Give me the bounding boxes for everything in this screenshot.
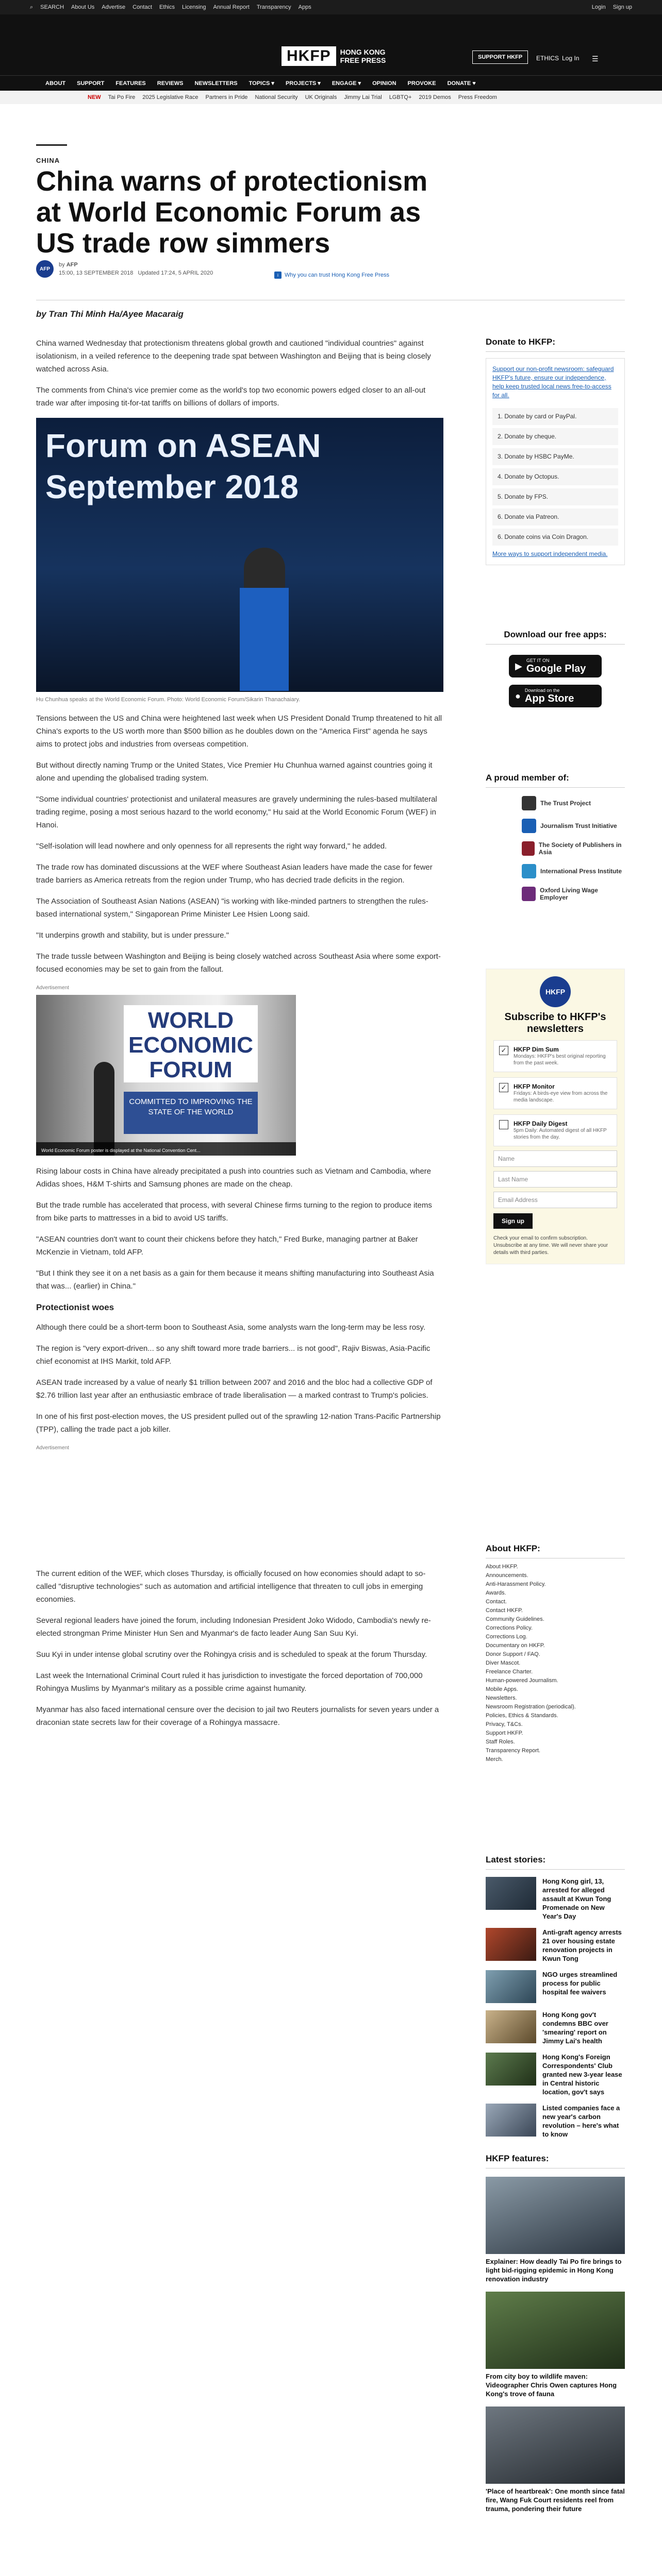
feature-title[interactable]: Explainer: How deadly Tai Po fire brings to light bid-rigging epidemic in Hong Kong renovation industry bbox=[486, 2258, 622, 2283]
newsletter-desc: 5pm Daily: Automated digest of all HKFP stories from the day. bbox=[514, 1128, 607, 1140]
latest-story[interactable] bbox=[486, 1970, 625, 2003]
paragraph: The Association of Southeast Asian Nations (ASEAN) "is working with like-minded partners to strengthen the rules-based international system," Singaporean Prime Minister Lee Hsien Loong said. bbox=[36, 897, 428, 919]
about-link[interactable]: Human-powered Journalism. bbox=[486, 1677, 558, 1684]
member-ipi[interactable] bbox=[522, 864, 625, 878]
latest-story[interactable] bbox=[486, 1877, 625, 1921]
paragraph: In one of his first post-election moves, the US president pulled out of the sprawling 12-nation Trans-Pacific Partnership (TPP), calling the trade pact a job killer. bbox=[36, 1412, 441, 1434]
top-link[interactable]: Ethics bbox=[159, 4, 175, 10]
article-body bbox=[36, 337, 443, 1737]
latest-story[interactable] bbox=[486, 1928, 625, 1963]
hkfp-logo: HKFP bbox=[540, 976, 571, 1007]
feature-story[interactable] bbox=[486, 2292, 625, 2398]
subheading: Protectionist woes bbox=[36, 1302, 114, 1312]
newsletter-option-daily-digest[interactable] bbox=[493, 1114, 617, 1146]
donate-option[interactable]: 2. Donate by cheque. bbox=[492, 428, 618, 445]
about-link[interactable]: Newsletters. bbox=[486, 1695, 517, 1701]
paragraph: Tensions between the US and China were heightened last week when US President Donald Trump threatened to hit all China's exports to the US worth more than $500 billion as he doubles down on the "America First" agenda he says aims to protect jobs and industries from overseas competition. bbox=[36, 714, 442, 749]
feature-title[interactable]: 'Place of heartbreak': One month since fatal fire, Wang Fuk Court residents reel from trauma, pondering their future bbox=[486, 2487, 625, 2513]
top-bar bbox=[0, 0, 662, 14]
about-link[interactable]: Documentary on HKFP. bbox=[486, 1642, 545, 1649]
trending-link[interactable]: 2025 Legislative Race bbox=[142, 94, 198, 100]
trust-project-icon bbox=[522, 796, 536, 810]
logo-line-1: HONG KONG bbox=[340, 48, 386, 56]
top-link[interactable]: Advertise bbox=[102, 4, 126, 10]
getty-credit[interactable]: gettyimages bbox=[41, 1161, 67, 1166]
sidebar-about bbox=[486, 1544, 625, 1764]
trust-link-label: Why you can trust Hong Kong Free Press bbox=[285, 272, 389, 278]
apps-heading: Download our free apps: bbox=[486, 630, 625, 645]
checkbox[interactable]: ✓ bbox=[499, 1046, 508, 1055]
paragraph: ASEAN trade increased by a value of nearly $1 trillion between 2007 and 2016 and the bloc had a collective GDP of $2.76 trillion last year after an enthusiastic embrace of trade liberalisation — a marked contrast to Trump's policies. bbox=[36, 1378, 433, 1400]
about-link[interactable]: Policies, Ethics & Standards. bbox=[486, 1713, 558, 1719]
paragraph: Suu Kyi in under intense global scrutiny over the Rohingya crisis and is scheduled to speak at the forum Thursday. bbox=[36, 1650, 427, 1659]
apple-icon: ● bbox=[515, 690, 521, 701]
paragraph: "Self-isolation will lead nowhere and only openness for all represents the right way forward," he added. bbox=[36, 842, 387, 851]
newsletter-desc: Fridays: A birds-eye view from across the media landscape. bbox=[514, 1091, 608, 1103]
sidebar-google-play[interactable] bbox=[509, 655, 602, 677]
donate-option[interactable]: 5. Donate by FPS. bbox=[492, 488, 618, 505]
feature-image[interactable] bbox=[486, 2292, 625, 2369]
about-link[interactable]: Merch. bbox=[486, 1756, 503, 1762]
sidebar-features bbox=[486, 2154, 625, 2513]
sidebar-members bbox=[486, 773, 625, 901]
about-link[interactable]: Anti-Harassment Policy. bbox=[486, 1581, 546, 1587]
logo-line-2: FREE PRESS bbox=[340, 56, 386, 64]
donate-option[interactable]: 1. Donate by card or PayPal. bbox=[492, 408, 618, 425]
menu-icon[interactable]: ☰ bbox=[592, 55, 599, 63]
paragraph: Myanmar has also faced international censure over the decision to jail two Reuters journalists for seven years under a draconian state secrets law for their coverage of a Rohingya massacre. bbox=[36, 1705, 439, 1727]
getty-caption-bar bbox=[36, 1142, 296, 1166]
member-label: The Trust Project bbox=[540, 800, 591, 807]
article-author: by Tran Thi Minh Ha/Ayee Macaraig bbox=[36, 309, 184, 319]
info-icon: i bbox=[274, 272, 282, 279]
trending-bar bbox=[0, 91, 662, 104]
ad-label: Advertisement bbox=[36, 985, 69, 991]
main-nav bbox=[0, 75, 662, 91]
story-title[interactable]: Hong Kong girl, 13, arrested for alleged assault at Kwun Tong Promenade on New Year's Day bbox=[542, 1877, 611, 1920]
getty-caption: World Economic Forum poster is displayed at the National Convention Cent... bbox=[41, 1148, 201, 1153]
ipi-icon bbox=[522, 864, 536, 878]
about-link[interactable]: Announcements. bbox=[486, 1572, 528, 1579]
about-link-list bbox=[486, 1563, 625, 1764]
search-link[interactable]: SEARCH bbox=[40, 4, 64, 10]
paragraph: China warned Wednesday that protectionism threatens global growth and cautioned "individual countries" against isolationism, in a veiled reference to the deepening trade spat between Washington and Beijing that is being closely watched across Asia. bbox=[36, 339, 431, 374]
nav-item-features[interactable]: FEATURES bbox=[115, 80, 146, 87]
paragraph: "It underpins growth and stability, but is under pressure." bbox=[36, 931, 229, 940]
signup-button[interactable]: Sign up bbox=[493, 1213, 533, 1229]
play-big: Google Play bbox=[526, 663, 586, 674]
feature-image[interactable] bbox=[486, 2406, 625, 2484]
site-header bbox=[0, 14, 662, 75]
story-title[interactable]: Anti-graft agency arrests 21 over housing estate renovation projects in Kwun Tong bbox=[542, 1928, 622, 1962]
wef-banner: COMMITTED TO IMPROVING THE STATE OF THE WORLD bbox=[124, 1092, 258, 1134]
feature-image[interactable] bbox=[486, 2177, 625, 2254]
story-thumbnail[interactable] bbox=[486, 1970, 536, 2003]
checkbox[interactable] bbox=[499, 1120, 508, 1129]
new-label: NEW bbox=[88, 94, 101, 100]
image-caption: Hu Chunhua speaks at the World Economic Forum. Photo: World Economic Forum/Sikarin Thanachaiary. bbox=[36, 697, 301, 703]
trending-link[interactable]: Partners in Pride bbox=[205, 94, 248, 100]
email-input[interactable]: Email Address bbox=[493, 1192, 617, 1208]
newsletter-option-dim-sum[interactable] bbox=[493, 1040, 617, 1072]
paragraph: The comments from China's vice premier come as the world's top two economic powers edged closer to an all-out trade war after imposing tit-for-tat tariffs on billions of dollars of imports. bbox=[36, 386, 426, 408]
subscribe-box bbox=[486, 969, 625, 1264]
story-thumbnail[interactable] bbox=[486, 1877, 536, 1910]
top-link[interactable]: Apps bbox=[298, 4, 311, 10]
member-jti[interactable] bbox=[522, 819, 625, 833]
features-heading: HKFP features: bbox=[486, 2154, 625, 2168]
top-link[interactable]: Transparency bbox=[256, 4, 291, 10]
sidebar-newsletter bbox=[486, 969, 625, 1264]
latest-story[interactable] bbox=[486, 2010, 625, 2045]
paragraph: The current edition of the WEF, which closes Thursday, is officially focused on how economies should adapt to so-called "disruptive technologies" such as automation and artificial intelligence that threaten to cull jobs in emerging economies. bbox=[36, 1569, 426, 1604]
top-link[interactable]: Contact bbox=[133, 4, 153, 10]
nav-item-opinion[interactable]: OPINION bbox=[372, 80, 396, 87]
image-screen-text: Forum on ASEAN September 2018 bbox=[45, 427, 321, 505]
article-title: China warns of protectionism at World Economic Forum as US trade row simmers bbox=[36, 166, 428, 259]
subscribe-note: Check your email to confirm subscription. Unsubscribe at any time. We will never share your details with third parties. bbox=[493, 1235, 608, 1256]
login-link[interactable]: Login bbox=[591, 4, 606, 10]
nav-item-newsletters[interactable]: NEWSLETTERS bbox=[194, 80, 238, 87]
nav-item-engage[interactable]: ENGAGE ▾ bbox=[332, 80, 361, 87]
donate-heading: Donate to HKFP: bbox=[486, 337, 625, 352]
jti-icon bbox=[522, 819, 536, 833]
first-name-input[interactable]: Name bbox=[493, 1150, 617, 1167]
checkbox[interactable]: ✓ bbox=[499, 1083, 508, 1092]
paragraph: Rising labour costs in China have already precipitated a push into countries such as Vietnam and Cambodia, where Adidas shoes, H&M T-shirts and Samsung phones are made on the cheap. bbox=[36, 1167, 431, 1189]
search-icon[interactable]: ⌕ bbox=[30, 4, 34, 10]
about-link[interactable]: Privacy, T&Cs. bbox=[486, 1721, 523, 1727]
about-link[interactable]: Awards. bbox=[486, 1590, 506, 1596]
top-link[interactable]: About Us bbox=[71, 4, 95, 10]
donate-option[interactable]: 6. Donate coins via Coin Dragon. bbox=[492, 529, 618, 546]
nav-item-support[interactable]: SUPPORT bbox=[77, 80, 105, 87]
kicker-rule bbox=[36, 144, 67, 146]
paragraph: The region is "very export-driven... so any shift toward more trade barriers... is not good", Rajiv Biswas, Asia-Pacific chief economist at IHS Markit, told AFP. bbox=[36, 1344, 431, 1366]
paragraph: "But I think they see it on a net basis as a gain for them because it means shifting manufacturing into Southeast Asia that was... (earlier) in China." bbox=[36, 1269, 434, 1291]
member-living-wage[interactable] bbox=[522, 887, 625, 901]
wef-poster: WORLD ECONOMIC FORUM bbox=[124, 1005, 258, 1082]
top-link[interactable]: Licensing bbox=[182, 4, 206, 10]
trending-link[interactable]: Tai Po Fire bbox=[108, 94, 136, 100]
living-wage-icon bbox=[522, 887, 536, 901]
sidebar-latest bbox=[486, 1855, 625, 2139]
newsletter-option-monitor[interactable] bbox=[493, 1077, 617, 1109]
nav-item-donate[interactable]: DONATE ♥ bbox=[447, 80, 476, 87]
ad-space bbox=[36, 1459, 443, 1567]
story-thumbnail[interactable] bbox=[486, 2104, 536, 2137]
member-trust-project[interactable] bbox=[522, 796, 625, 810]
feature-story[interactable] bbox=[486, 2406, 625, 2513]
about-link[interactable]: Diver Mascot. bbox=[486, 1660, 521, 1666]
about-link[interactable]: Transparency Report. bbox=[486, 1748, 540, 1754]
about-link[interactable]: Corrections Log. bbox=[486, 1634, 527, 1640]
embedded-getty-image[interactable] bbox=[36, 995, 296, 1166]
paragraph: The trade tussle between Washington and Beijing is being closely watched across Southeast Asia where some export-focused economies may be set to gain from the fallout. bbox=[36, 952, 441, 974]
ad-label: Advertisement bbox=[36, 1445, 69, 1451]
latest-heading: Latest stories: bbox=[486, 1855, 625, 1870]
story-thumbnail[interactable] bbox=[486, 2010, 536, 2043]
nav-item-reviews[interactable]: REVIEWS bbox=[157, 80, 184, 87]
sidebar-donate bbox=[486, 337, 625, 565]
nav-item-topics[interactable]: TOPICS ▾ bbox=[249, 80, 274, 87]
logo-mark: HKFP bbox=[282, 46, 336, 66]
donate-option[interactable]: 3. Donate by HSBC PayMe. bbox=[492, 448, 618, 465]
about-link[interactable]: Corrections Policy. bbox=[486, 1625, 533, 1631]
sopa-icon bbox=[522, 841, 535, 856]
paragraph: Several regional leaders have joined the forum, including Indonesian President Joko Widodo, Cambodia's newly re-elected strongman Prime Minister Hun Sen and Myanmar's de facto leader Aung San Suu Kyi. bbox=[36, 1616, 431, 1638]
newsletter-name: HKFP Monitor bbox=[514, 1083, 555, 1090]
trending-link[interactable]: Jimmy Lai Trial bbox=[344, 94, 382, 100]
member-label: Oxford Living Wage Employer bbox=[540, 887, 598, 901]
play-icon: ▶ bbox=[515, 660, 522, 671]
header-login-link[interactable]: Log In bbox=[562, 55, 580, 62]
afp-avatar[interactable]: AFP bbox=[36, 260, 54, 278]
trending-link[interactable]: National Security bbox=[255, 94, 298, 100]
member-label: Journalism Trust Initiative bbox=[540, 822, 617, 829]
latest-story[interactable] bbox=[486, 2053, 625, 2096]
newsletter-desc: Mondays: HKFP's best original reporting from the past week. bbox=[514, 1054, 606, 1066]
about-link[interactable]: Mobile Apps. bbox=[486, 1686, 518, 1692]
about-link[interactable]: Freelance Charter. bbox=[486, 1669, 533, 1675]
member-sopa[interactable] bbox=[522, 841, 625, 856]
last-name-input[interactable]: Last Name bbox=[493, 1171, 617, 1188]
person-figure bbox=[94, 1062, 114, 1156]
about-link[interactable]: Newsroom Registration (periodical). bbox=[486, 1704, 576, 1710]
byline-agency[interactable]: AFP bbox=[66, 262, 78, 268]
trust-link[interactable] bbox=[274, 272, 389, 279]
store-small: Download on the bbox=[524, 688, 560, 693]
about-link[interactable]: Support HKFP. bbox=[486, 1730, 523, 1736]
signup-link[interactable]: Sign up bbox=[613, 4, 632, 10]
getty-credit-right: KENT / STANDARD TIME bbox=[237, 1161, 291, 1166]
member-label: The Society of Publishers in Asia bbox=[538, 841, 622, 856]
store-big: App Store bbox=[524, 693, 574, 704]
about-link[interactable]: About HKFP. bbox=[486, 1564, 518, 1570]
member-heading: A proud member of: bbox=[486, 773, 625, 788]
member-label: International Press Institute bbox=[540, 868, 622, 875]
nav-item-about[interactable]: ABOUT bbox=[45, 80, 66, 87]
donate-box bbox=[486, 358, 625, 565]
date-published: 15:00, 13 SEPTEMBER 2018 bbox=[59, 270, 134, 276]
play-small: GET IT ON bbox=[526, 658, 550, 663]
trending-link[interactable]: UK Originals bbox=[305, 94, 337, 100]
paragraph: Although there could be a short-term boon to Southeast Asia, some analysts warn the long-term may be less rosy. bbox=[36, 1323, 426, 1332]
about-link[interactable]: Community Guidelines. bbox=[486, 1616, 544, 1622]
paragraph: "Some individual countries' protectionist and unilateral measures are gravely undermining the rules-based multilateral trading regime, posing a most serious hazard to the world economy," Hu said at the World Economic Forum (WEF) in Hanoi. bbox=[36, 795, 437, 829]
logo-wordmark bbox=[340, 48, 386, 64]
subscribe-heading: Subscribe to HKFP's newsletters bbox=[504, 1011, 606, 1035]
trending-link[interactable]: Press Freedom bbox=[458, 94, 497, 100]
feature-title[interactable]: From city boy to wildlife maven: Videographer Chris Owen captures Hong Kong's trove of fauna bbox=[486, 2372, 617, 2398]
byline bbox=[36, 260, 213, 278]
story-thumbnail[interactable] bbox=[486, 1928, 536, 1961]
more-ways-link[interactable]: More ways to support independent media. bbox=[492, 550, 608, 557]
about-link[interactable]: Staff Roles. bbox=[486, 1739, 515, 1745]
sidebar-app-store[interactable] bbox=[509, 685, 602, 707]
story-title[interactable]: Listed companies face a new year's carbon revolution – here's what to know bbox=[542, 2104, 620, 2138]
donate-option[interactable]: 4. Donate by Octopus. bbox=[492, 468, 618, 485]
newsletter-name: HKFP Daily Digest bbox=[514, 1120, 568, 1127]
latest-story[interactable] bbox=[486, 2104, 625, 2139]
ethics-link[interactable]: ETHICS bbox=[536, 55, 559, 62]
trending-link[interactable]: 2019 Demos bbox=[419, 94, 451, 100]
category-kicker[interactable]: CHINA bbox=[36, 157, 60, 164]
trending-link[interactable]: LGBTQ+ bbox=[389, 94, 412, 100]
sidebar-apps bbox=[486, 630, 625, 707]
byline-label: by bbox=[59, 262, 65, 268]
article-image-hu-chunhua[interactable] bbox=[36, 418, 443, 692]
paragraph: Last week the International Criminal Court ruled it has jurisdiction to investigate the forced deportation of 700,000 Rohingya Muslims by Myanmar's military as a possible crime against humanity. bbox=[36, 1671, 423, 1693]
paragraph: "ASEAN countries don't want to count their chickens before they hatch," Fred Burke, managing partner at Baker McKenzie in Vietnam, told AFP. bbox=[36, 1235, 418, 1257]
paragraph: But the trade rumble has accelerated that process, with several Chinese firms turning to the region to produce items from bike parts to mattresses in a bid to avoid US tariffs. bbox=[36, 1201, 432, 1223]
date-updated: Updated 17:24, 5 APRIL 2020 bbox=[138, 270, 213, 276]
nav-item-projects[interactable]: PROJECTS ▾ bbox=[285, 80, 321, 87]
about-link[interactable]: Contact. bbox=[486, 1599, 507, 1605]
podium bbox=[240, 588, 289, 691]
top-link[interactable]: Annual Report bbox=[213, 4, 250, 10]
about-link[interactable]: Donor Support / FAQ. bbox=[486, 1651, 540, 1657]
story-thumbnail[interactable] bbox=[486, 2053, 536, 2086]
site-logo[interactable] bbox=[282, 46, 386, 66]
about-link[interactable]: Contact HKFP. bbox=[486, 1607, 523, 1614]
paragraph: But without directly naming Trump or the United States, Vice Premier Hu Chunhua warned against countries going it alone and upending the globalised trading system. bbox=[36, 761, 433, 783]
donate-intro-link[interactable]: Support our non-profit newsroom: safeguard HKFP's future, ensure our independence, help keep trusted local news free-to-access for all. bbox=[492, 365, 614, 399]
newsletter-name: HKFP Dim Sum bbox=[514, 1046, 559, 1053]
paragraph: The trade row has dominated discussions at the WEF where Southeast Asian leaders have made the case for fewer trade barriers as America retreats from the region under Trump, who has decried trade deficits in the region. bbox=[36, 863, 433, 885]
feature-story[interactable] bbox=[486, 2177, 625, 2283]
donate-option[interactable]: 6. Donate via Patreon. bbox=[492, 509, 618, 526]
story-title[interactable]: Hong Kong's Foreign Correspondents' Club granted new 3-year lease in Central historic location, gov't says bbox=[542, 2053, 622, 2096]
story-title[interactable]: NGO urges streamlined process for public hospital fee waivers bbox=[542, 1971, 618, 1996]
support-hkfp-button[interactable]: SUPPORT HKFP bbox=[472, 50, 528, 64]
about-heading: About HKFP: bbox=[486, 1544, 625, 1558]
nav-item-provoke[interactable]: PROVOKE bbox=[407, 80, 436, 87]
story-title[interactable]: Hong Kong gov't condemns BBC over 'smearing' report on Jimmy Lai's health bbox=[542, 2011, 608, 2045]
